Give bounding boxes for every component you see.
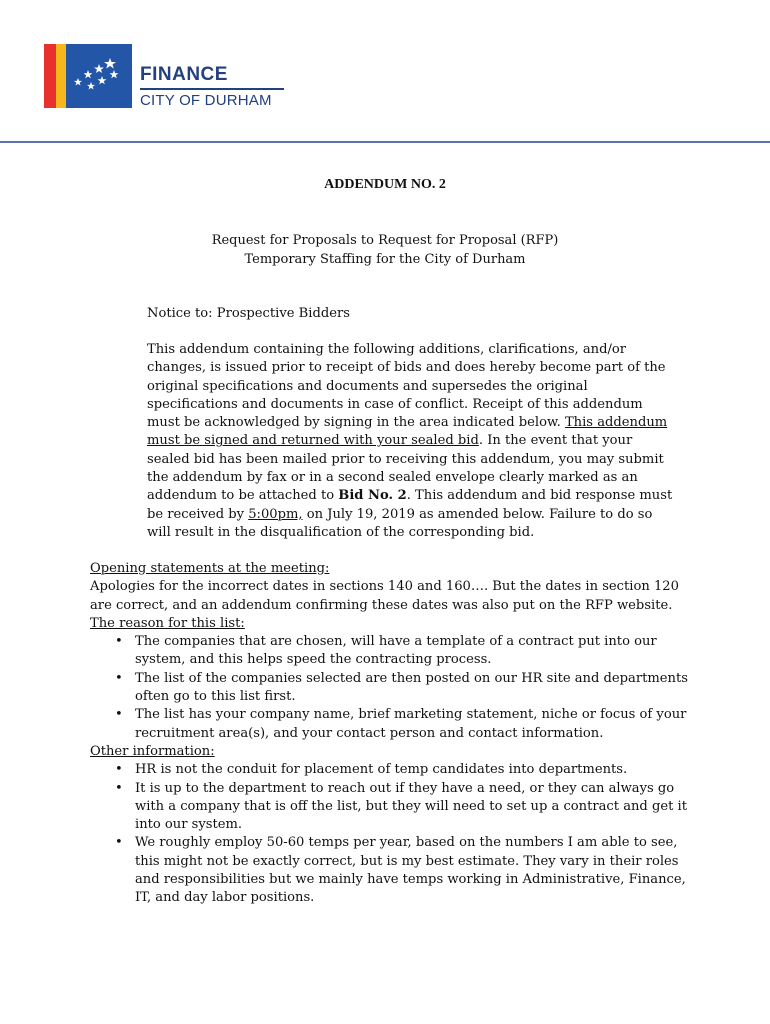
addendum-signed-notice: This addendum must be signed and returned with your sealed bid: [147, 415, 668, 449]
addendum-text-2: . In the event that your sealed bid has been mailed prior to receiving this addendum, you may submit the addendum by fax or in a second sealed envelope clearly marked as an addendum to be attached to: [147, 433, 664, 504]
other-information-list: [90, 761, 690, 907]
bullet-icon: •: [115, 634, 123, 650]
addendum-heading: ADDENDUM NO. 2: [324, 177, 446, 192]
other-information-heading: Other information:: [90, 743, 215, 759]
bullet-icon: •: [115, 762, 123, 778]
deadline-time: 5:00pm,: [248, 506, 303, 522]
logo-title: FINANCE: [140, 64, 228, 85]
bid-number: Bid No. 2: [338, 488, 407, 504]
bullet-icon: •: [115, 670, 123, 686]
bullet-icon: •: [115, 780, 123, 796]
logo-rule: [140, 88, 284, 90]
meeting-notes: [90, 560, 690, 908]
letterhead-divider: [0, 141, 770, 143]
reason-heading: The reason for this list:: [90, 615, 245, 631]
bullet-icon: •: [115, 835, 123, 851]
opening-statements-text: Apologies for the incorrect dates in sections 140 and 160…. But the dates in section 120 are correct, and an addendum confirming these dates was also put on the RFP website.: [90, 579, 679, 613]
logo-red-stripe: [44, 44, 56, 108]
list-item: [90, 670, 690, 707]
list-item: [90, 633, 690, 670]
list-item-text: It is up to the department to reach out if they have a need, or they can always go with a company that is off the list, but they will need to set up a contract and get it into our system.: [135, 780, 687, 833]
addendum-paragraph: [147, 341, 677, 542]
rfp-title-line-1: Request for Proposals to Request for Proposal (RFP): [211, 233, 559, 248]
list-item-text: HR is not the conduit for placement of temp candidates into departments.: [135, 762, 628, 778]
rfp-title-line-2: Temporary Staffing for the City of Durham: [244, 252, 526, 267]
list-item: [90, 780, 690, 835]
list-item-text: We roughly employ 50-60 temps per year, based on the numbers I am able to see, this might not be exactly correct, but is my best estimate. They vary in their roles and responsibilities but we mainly have temps working in Administrative, Finance, IT, and day labor positions.: [135, 835, 686, 906]
addendum-text-4: on July 19, 2019 as amended below. Failure to do so will result in the disqualification of the corresponding bid.: [147, 506, 653, 540]
reason-list: [90, 633, 690, 743]
logo-emblem: [44, 44, 132, 108]
addendum-text-3: . This addendum and bid response must be received by: [147, 488, 673, 522]
addendum-text-1: This addendum containing the following additions, clarifications, and/or changes, is issued prior to receipt of bids and does hereby become part of the original specifications and documents and supersedes the original specifications and documents in case of conflict. Receipt of this addendum must be acknowledged by signing in the area indicated below.: [147, 342, 666, 431]
list-item-text: The list of the companies selected are then posted on our HR site and departments often go to this list first.: [135, 670, 688, 705]
logo-yellow-stripe: [56, 44, 66, 108]
list-item: [90, 761, 690, 779]
logo-subtitle: CITY OF DURHAM: [140, 92, 272, 109]
list-item-text: The list has your company name, brief marketing statement, niche or focus of your recruitment area(s), and your contact person and contact information.: [135, 707, 687, 741]
city-of-durham-finance-logo: [44, 44, 294, 114]
bullet-icon: •: [115, 707, 123, 723]
notice-line: Notice to: Prospective Bidders: [147, 306, 350, 321]
logo-blue-panel: [66, 44, 132, 108]
list-item: [90, 706, 690, 743]
list-item-text: The companies that are chosen, will have a template of a contract put into our system, and this helps speed the contracting process.: [135, 634, 657, 668]
stars-icon: [66, 44, 132, 108]
list-item: [90, 834, 690, 907]
opening-statements-heading: Opening statements at the meeting:: [90, 561, 330, 576]
